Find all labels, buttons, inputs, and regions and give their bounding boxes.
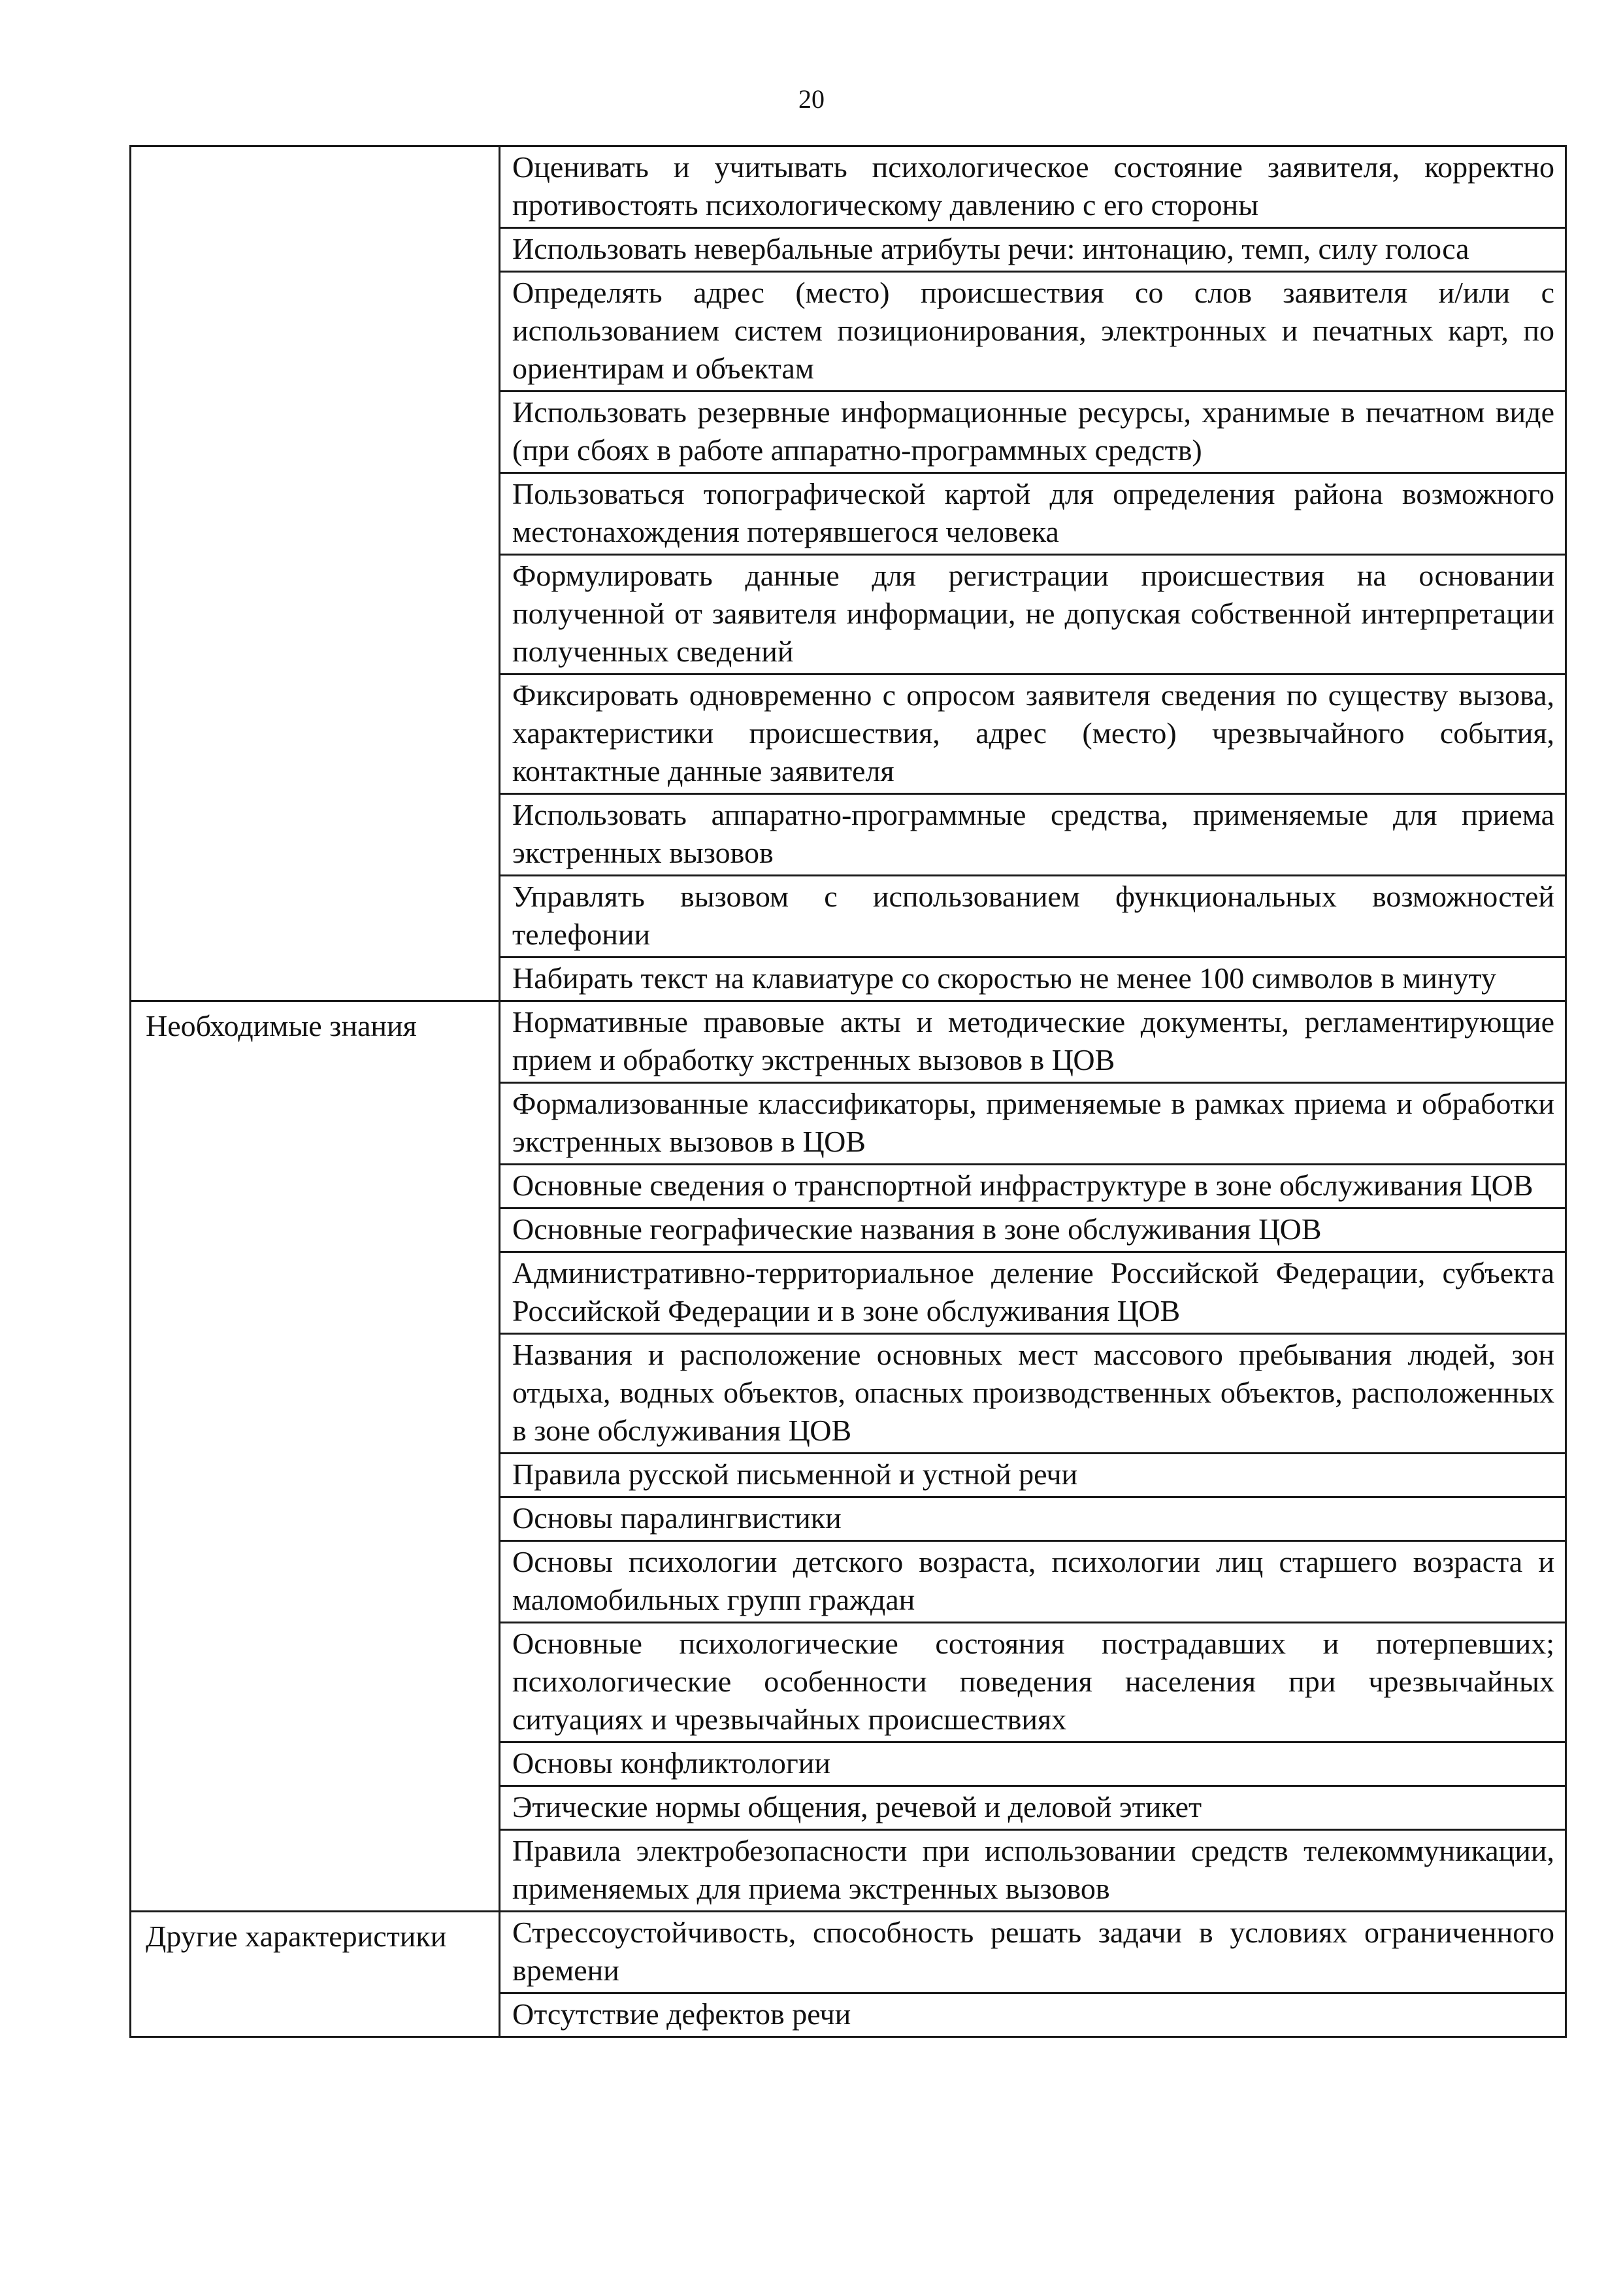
group-label-other: Другие характеристики (129, 1910, 500, 2036)
table-row: Формулировать данные для регистрации происшествия на основании полученной от заявителя информации, не допуская собственной интерпретации полученных сведений (500, 556, 1565, 675)
table-row: Правила электробезопасности при использовании средств телекоммуникации, применяемых для приема экстренных вызовов (512, 1834, 1554, 1905)
table-row: Правила русской письменной и устной речи (500, 1454, 1565, 1498)
table-row: Использовать аппаратно-программные средства, применяемые для приема экстренных вызовов (500, 795, 1565, 876)
table-row: Административно-территориальное деление Российской Федерации, субъекта Российской Федерации и в зоне обслуживания ЦОВ (500, 1253, 1565, 1335)
table-row: Формализованные классификаторы, применяемые в рамках приема и обработки экстренных вызовов в ЦОВ (500, 1084, 1565, 1165)
table-row: Отсутствие дефектов речи (512, 1997, 851, 2031)
table-row: Набирать текст на клавиатуре со скоростью не менее 100 символов в минуту (512, 961, 1496, 995)
group-items-skills (500, 147, 1567, 1000)
table-row: Определять адрес (место) происшествия со слов заявителя и/или с использованием систем позиционирования, электронных и печатных карт, по ориентирам и объектам (500, 273, 1565, 392)
page-number: 20 (798, 84, 825, 114)
table-row: Фиксировать одновременно с опросом заявителя сведения по существу вызова, характеристики происшествия, адрес (место) чрезвычайного события, контактные данные заявителя (500, 675, 1565, 795)
table-row: Нормативные правовые акты и методические документы, регламентирующие прием и обработку экстренных вызовов в ЦОВ (500, 1002, 1565, 1084)
table-row: Оценивать и учитывать психологическое состояние заявителя, корректно противостоять психологическому давлению с его стороны (500, 147, 1565, 229)
table-row: Этические нормы общения, речевой и деловой этикет (500, 1787, 1565, 1831)
table-row: Использовать резервные информационные ресурсы, хранимые в печатном виде (при сбоях в работе аппаратно-программных средств) (500, 392, 1565, 474)
table-row: Основы конфликтологии (500, 1743, 1565, 1787)
table-row: Управлять вызовом с использованием функциональных возможностей телефонии (500, 876, 1565, 958)
table-row: Пользоваться топографической картой для определения района возможного местонахождения потерявшегося человека (500, 474, 1565, 556)
table-row: Основные сведения о транспортной инфраструктуре в зоне обслуживания ЦОВ (500, 1165, 1565, 1209)
group-label-continued (129, 147, 500, 1000)
table-row: Стрессоустойчивость, способность решать задачи в условиях ограниченного времени (500, 1912, 1565, 1994)
group-label-knowledge: Необходимые знания (129, 1000, 500, 1910)
group-items-knowledge (500, 1000, 1567, 1910)
table-row: Использовать невербальные атрибуты речи: интонацию, темп, силу голоса (500, 229, 1565, 273)
competency-table (129, 145, 1567, 2038)
group-items-other (500, 1910, 1567, 2036)
table-row: Основы паралингвистики (500, 1498, 1565, 1542)
table-row: Основы психологии детского возраста, психологии лиц старшего возраста и маломобильных групп граждан (500, 1542, 1565, 1623)
table-row: Названия и расположение основных мест массового пребывания людей, зон отдыха, водных объектов, опасных производственных объектов, расположенных в зоне обслуживания ЦОВ (500, 1335, 1565, 1454)
table-row: Основные психологические состояния пострадавших и потерпевших; психологические особенности поведения населения при чрезвычайных ситуациях и чрезвычайных происшествиях (500, 1623, 1565, 1743)
table-row: Основные географические названия в зоне обслуживания ЦОВ (500, 1209, 1565, 1253)
